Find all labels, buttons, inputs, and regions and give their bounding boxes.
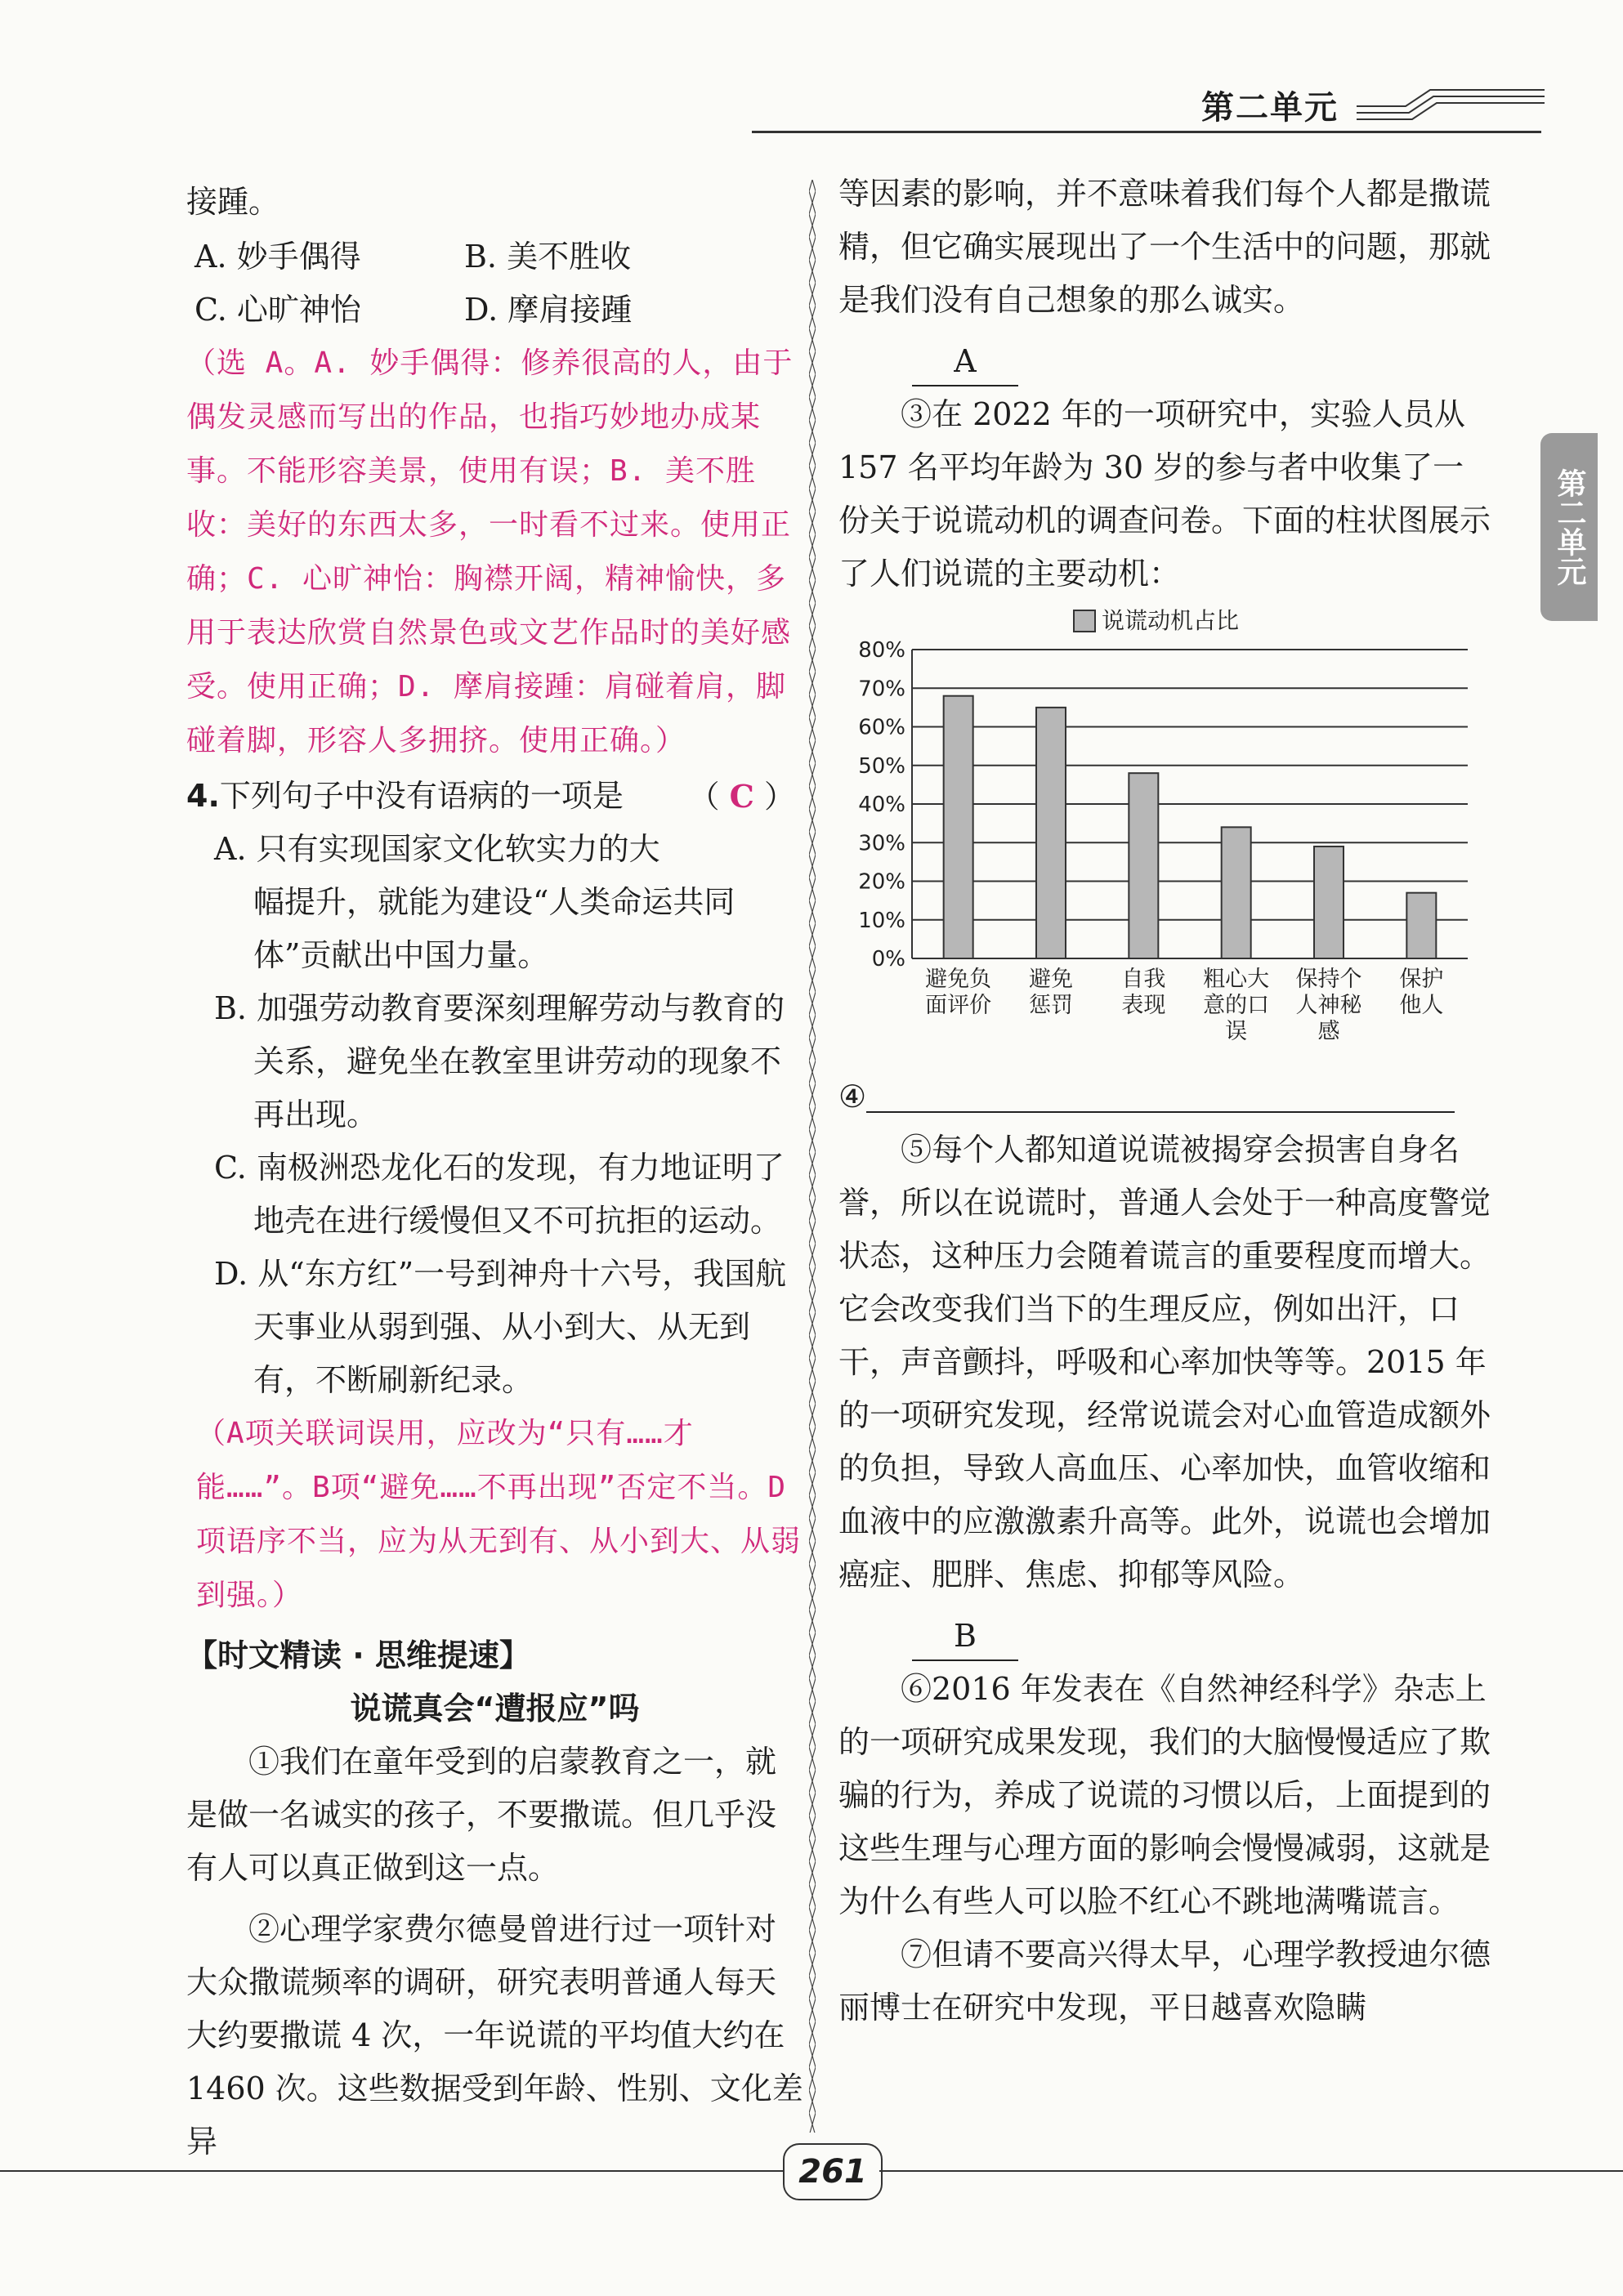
column-divider bbox=[809, 180, 816, 2133]
blank-a-answer: A bbox=[912, 337, 1018, 386]
header-decoration-lines bbox=[1357, 65, 1545, 123]
footer-rule-right bbox=[879, 2170, 1623, 2172]
y-tick-label: 70% bbox=[858, 677, 905, 702]
previous-question-tail: 接踵。 bbox=[186, 184, 280, 220]
blank-b bbox=[838, 1610, 1492, 1663]
y-tick-label: 10% bbox=[858, 908, 905, 933]
x-category-label: 避免 bbox=[1029, 967, 1073, 992]
bar bbox=[1406, 893, 1436, 958]
q4-number: 4. bbox=[186, 778, 220, 814]
right-column bbox=[838, 168, 1492, 601]
q4-stem: 4.下列句子中没有语病的一项是 （ C ） bbox=[186, 770, 803, 823]
bar bbox=[1129, 773, 1158, 958]
x-category-label: 惩罚 bbox=[1029, 993, 1073, 1018]
section-title: 【时文精读 · 思维提速】 bbox=[186, 1637, 530, 1673]
bar bbox=[1222, 827, 1251, 958]
paragraph-1: ①我们在童年受到的启蒙教育之一，就是做一名诚实的孩子，不要撒谎。但几乎没有人可以真正做到这一点。 bbox=[186, 1744, 777, 1886]
paragraph-5: ⑤每个人都知道说谎被揭穿会损害自身名誉，所以在说谎时，普通人会处于一种高度警觉状态，这种压力会随着谎言的重要程度而增大。它会改变我们当下的生理反应，例如出汗，口干，声音颤抖，呼吸和心率加快等等。2015 年的一项研究发现，经常说谎会对心血管造成额外的负担，导致人高血压、心率加快，血管收缩和血液中的应激激素升高等。此外，说谎也会增加癌症、肥胖、焦虑、抑郁等风险。 bbox=[838, 1132, 1491, 1592]
motive-bar-chart bbox=[838, 601, 1492, 1058]
y-tick-label: 0% bbox=[871, 947, 905, 972]
x-category-label: 误 bbox=[1225, 1019, 1248, 1044]
paragraph-2: ②心理学家费尔德曼曾进行过一项针对大众撒谎频率的调研，研究表明普通人每天大约要撒谎 4 次，一年说谎的平均值大约在 1460 次。这些数据受到年龄、性别、文化差异 bbox=[186, 1911, 803, 2160]
y-tick-label: 30% bbox=[858, 831, 905, 856]
y-tick-label: 40% bbox=[858, 793, 905, 817]
x-category-label: 避免负 bbox=[925, 967, 992, 992]
q3-option-row-2 bbox=[186, 284, 803, 337]
side-unit-tab: 第二单元 bbox=[1540, 433, 1598, 621]
paragraph-6: ⑥2016 年发表在《自然神经科学》杂志上的一项研究成果发现，我们的大脑慢慢适应了欺骗的行为，养成了说谎的习惯以后，上面提到的这些生理与心理方面的影响会慢慢减弱，这就是为什么有些人可以脸不红心不跳地满嘴谎言。 bbox=[838, 1671, 1491, 1919]
footer-rule-left bbox=[0, 2170, 783, 2172]
x-category-label: 自我 bbox=[1121, 967, 1166, 992]
bar bbox=[944, 696, 973, 958]
y-tick-label: 60% bbox=[858, 715, 905, 740]
q4-answer: C bbox=[729, 778, 754, 815]
q3-option-d: D. 摩肩接踵 bbox=[464, 292, 633, 328]
x-category-label: 感 bbox=[1317, 1019, 1340, 1044]
q3-option-c: C. 心旷神怡 bbox=[194, 292, 361, 328]
y-tick-label: 50% bbox=[858, 753, 905, 779]
y-tick-label: 20% bbox=[858, 869, 905, 895]
article-title: 说谎真会“遭报应”吗 bbox=[350, 1691, 640, 1726]
blank-4: ④ bbox=[838, 1070, 1492, 1123]
x-category-label: 保护 bbox=[1399, 967, 1444, 992]
x-category-label: 他人 bbox=[1399, 993, 1444, 1018]
q3-option-b: B. 美不胜收 bbox=[464, 239, 632, 275]
q3-option-row-1 bbox=[186, 230, 803, 284]
x-category-label: 表现 bbox=[1121, 993, 1166, 1018]
q4-option-c: C. 南极洲恐龙化石的发现，有力地证明了地壳在进行缓慢但又不可抗拒的运动。 bbox=[214, 1150, 785, 1239]
y-tick-label: 80% bbox=[858, 638, 905, 663]
x-category-label: 面评价 bbox=[925, 993, 992, 1018]
bar bbox=[1314, 846, 1344, 958]
blank-4-line bbox=[866, 1070, 1455, 1113]
x-category-label: 保持个 bbox=[1295, 967, 1362, 992]
paragraph-7: ⑦但请不要高兴得太早，心理学教授迪尔德丽博士在研究中发现，平日越喜欢隐瞒 bbox=[838, 1936, 1491, 2026]
left-column bbox=[186, 176, 803, 2169]
x-category-label: 人神秘 bbox=[1295, 993, 1362, 1018]
legend-swatch bbox=[1074, 610, 1095, 632]
q4-option-d: D. 从“东方红”一号到神舟十六号，我国航天事业从弱到强、从小到大、从无到有，不断刷新纪录。 bbox=[214, 1256, 787, 1398]
unit-title: 第二单元 bbox=[1201, 89, 1339, 127]
x-category-label: 意的口 bbox=[1203, 993, 1270, 1018]
blank-a bbox=[838, 335, 1492, 388]
paragraph-2-continued: 等因素的影响，并不意味着我们每个人都是撒谎精，但它确实展现出了一个生活中的问题，那就是我们没有自己想象的那么诚实。 bbox=[838, 176, 1491, 318]
q4-option-a: A. 只有实现国家文化软实力的大幅提升，就能为建设“人类命运共同体”贡献出中国力量。 bbox=[214, 831, 735, 973]
page-number: 261 bbox=[783, 2143, 883, 2200]
blank-b-answer: B bbox=[912, 1612, 1018, 1661]
q4-answer-explanation: （A项关联词误用，应改为“只有……才能……”。B项“避免……不再出现”否定不当。D项语序不当，应为从无到有、从小到大、从弱到强。） bbox=[196, 1417, 802, 1612]
chart-legend bbox=[1074, 607, 1239, 634]
paragraph-3: ③在 2022 年的一项研究中，实验人员从 157 名平均年龄为 30 岁的参与者中收集了一份关于说谎动机的调查问卷。下面的柱状图展示了人们说谎的主要动机： bbox=[838, 396, 1491, 592]
q4-option-b: B. 加强劳动教育要深刻理解劳动与教育的关系，避免坐在教室里讲劳动的现象不再出现。 bbox=[214, 990, 785, 1132]
legend-label: 说谎动机占比 bbox=[1102, 607, 1240, 634]
header-rule bbox=[752, 131, 1541, 133]
q3-option-a: A. 妙手偶得 bbox=[194, 239, 361, 275]
q4-answer-bracket: （ C ） bbox=[688, 778, 795, 815]
x-category-label: 粗心大 bbox=[1203, 967, 1270, 992]
right-column-lower bbox=[838, 1070, 1492, 2035]
q3-answer-explanation: （选 A。A. 妙手偶得：修养很高的人，由于偶发灵感而写出的作品，也指巧妙地办成某事。不能形容美景，使用有误；B. 美不胜收：美好的东西太多，一时看不过来。使用正确；C. 心旷神怡：胸襟开阔，精神愉快，多用于表达欣赏自然景色或文艺作品时的美好感受。使用正确；D. 摩肩接踵：肩碰着肩，脚碰着脚，形容人多拥挤。使用正确。） bbox=[186, 346, 794, 757]
bar bbox=[1036, 708, 1066, 958]
